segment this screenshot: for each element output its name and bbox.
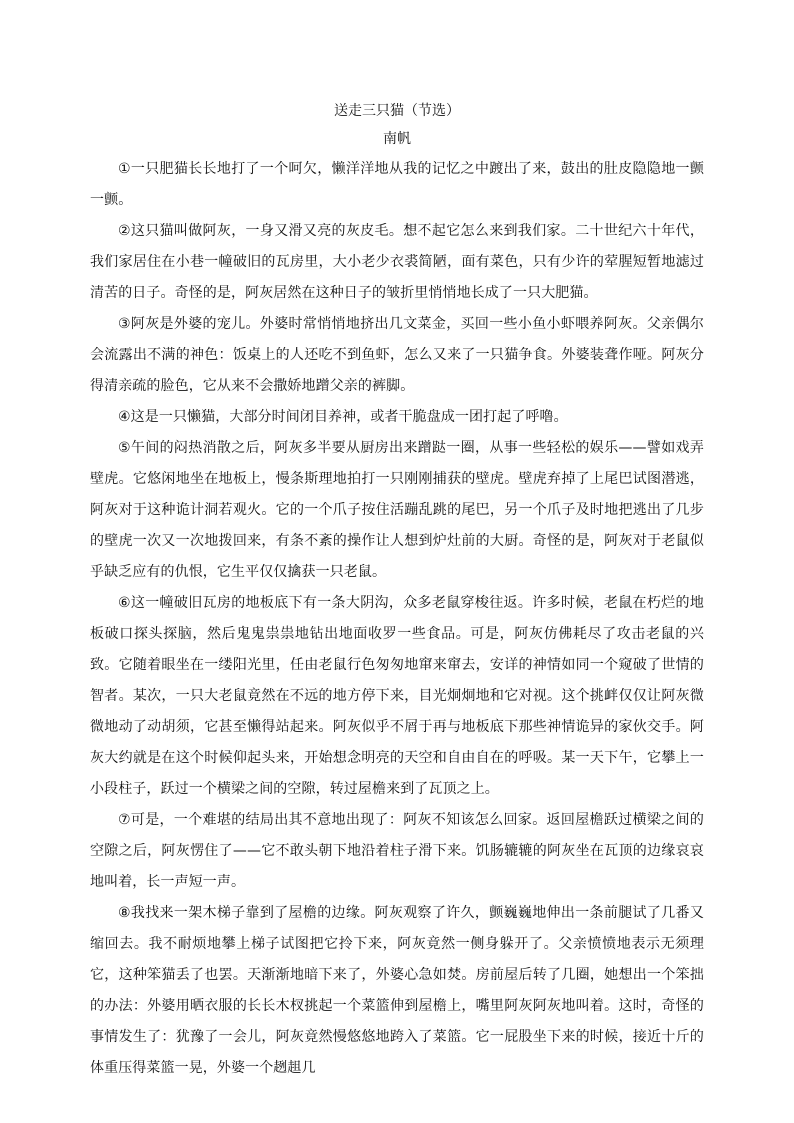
paragraph-2: ②这只猫叫做阿灰，一身又滑又亮的灰皮毛。想不起它怎么来到我们家。二十世纪六十年代，我们家居住在小巷一幢破旧的瓦房里，大小老少衣裘简陋，面有菜色，只有少许的荤腥短暂地滤过清苦的日子。奇怪的是，阿灰居然在这种日子的皱折里悄悄地长成了一只大肥猫。: [90, 223, 704, 301]
paragraph-4: ④这是一只懒猫，大部分时间闭目养神，或者干脆盘成一团打起了呼噜。: [118, 409, 568, 425]
article-author: 南帆: [383, 131, 411, 147]
paragraph-1: ①一只肥猫长长地打了一个呵欠，懒洋洋地从我的记忆之中踱出了来，鼓出的肚皮隐隐地一颤一颤。: [90, 161, 704, 208]
paragraph-6: ⑥这一幢破旧瓦房的地板底下有一条大阴沟，众多老鼠穿梭往返。许多时候，老鼠在朽烂的地板破口探头探脑，然后鬼鬼祟祟地钻出地面收罗一些食品。可是，阿灰仿佛耗尽了攻击老鼠的兴致。它随着眼坐在一缕阳光里，任由老鼠行色匆匆地窜来窜去，安详的神情如同一个窥破了世情的智者。某次，一只大老鼠竟然在不远的地方停下来，目光炯炯地和它对视。这个挑衅仅仅让阿灰微微地动了动胡须，它甚至懒得站起来。阿灰似乎不屑于再与地板底下那些神情诡异的家伙交手。阿灰大约就是在这个时候仰起头来，开始想念明亮的天空和自由自在的呼吸。某一天下午，它攀上一小段柱子，跃过一个横梁之间的空隙，转过屋檐来到了瓦顶之上。: [90, 595, 704, 797]
paragraph-3: ③阿灰是外婆的宠儿。外婆时常悄悄地挤出几文菜金，买回一些小鱼小虾喂养阿灰。父亲偶尔会流露出不满的神色：饭桌上的人还吃不到鱼虾，怎么又来了一只猫争食。外婆装聋作哑。阿灰分得清亲疏的脸色，它从来不会撒娇地蹭父亲的裤脚。: [90, 316, 704, 394]
article-title: 送走三只猫（节选）: [334, 103, 460, 119]
paragraph-7: ⑦可是，一个难堪的结局出其不意地出现了：阿灰不知该怎么回家。返回屋檐跃过横梁之间的空隙之后，阿灰愣住了——它不敢头朝下地沿着柱子滑下来。饥肠辘辘的阿灰坐在瓦顶的边缘哀哀地叫着，长一声短一声。: [90, 812, 704, 890]
paragraph-8: ⑧我找来一架木梯子靠到了屋檐的边缘。阿灰观察了许久，颤巍巍地伸出一条前腿试了几番又缩回去。我不耐烦地攀上梯子试图把它拎下来，阿灰竟然一侧身躲开了。父亲愤愤地表示无须理它，这种笨猫丢了也罢。天渐渐地暗下来了，外婆心急如焚。房前屋后转了几圈，她想出一个笨拙的办法：外婆用晒衣服的长长木杈挑起一个菜篮伸到屋檐上，嘴里阿灰阿灰地叫着。这时，奇怪的事情发生了：犹豫了一会儿，阿灰竟然慢悠悠地跨入了菜篮。它一屁股坐下来的时候，接近十斤的体重压得菜篮一晃，外婆一个趔趄几: [90, 905, 704, 1076]
paragraph-5: ⑤午间的闷热消散之后，阿灰多半要从厨房出来蹭跶一圈，从事一些轻松的娱乐——譬如戏弄壁虎。它悠闲地坐在地板上，慢条斯理地拍打一只刚刚捕获的壁虎。壁虎弃掉了上尾巴试图潜逃，阿灰对于这种诡计洞若观火。它的一个爪子按住活蹦乱跳的尾巴，另一个爪子及时地把逃出了几步的壁虎一次又一次地拨回来，有条不紊的操作让人想到炉灶前的大厨。奇怪的是，阿灰对于老鼠似乎缺乏应有的仇恨，它生平仅仅擒获一只老鼠。: [90, 440, 704, 580]
article: [90, 100, 704, 1084]
